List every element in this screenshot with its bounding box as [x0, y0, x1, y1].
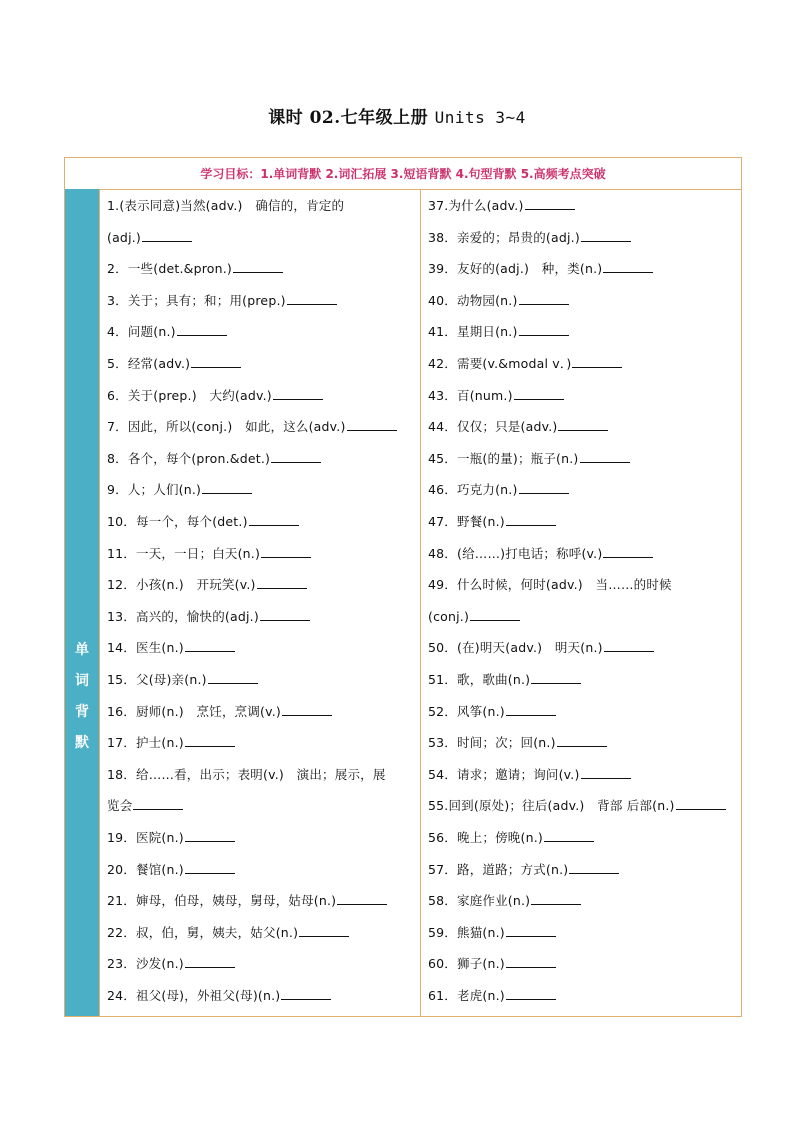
vocab-prompt: 9．人；人们(n.) [107, 482, 202, 498]
vocab-prompt: 7．因此，所以(conj.) 如此，这么(adv.) [107, 419, 346, 435]
vocab-prompt: 49．什么时候，何时(adv.) 当……的时候 [428, 577, 672, 593]
vocab-prompt: 44．仅仅；只是(adv.) [428, 419, 558, 435]
vocab-item [107, 254, 412, 284]
vocab-prompt: 53．时间；次；回(n.) [428, 735, 556, 751]
answer-blank[interactable] [544, 830, 594, 842]
vocab-item [428, 697, 733, 727]
vocab-item [107, 665, 412, 695]
vocab-prompt: 4．问题(n.) [107, 324, 176, 340]
vocab-prompt: 15．父(母)亲(n.) [107, 672, 207, 687]
vocab-prompt: 61．老虎(n.) [428, 988, 505, 1003]
answer-blank[interactable] [558, 419, 608, 431]
answer-blank[interactable] [299, 925, 349, 937]
vocab-prompt: 24．祖父(母)，外祖父(母)(n.) [107, 988, 281, 1003]
answer-blank[interactable] [260, 609, 310, 621]
answer-blank[interactable] [581, 230, 631, 242]
vocab-prompt: 13．高兴的，愉快的(adj.) [107, 608, 259, 624]
answer-blank[interactable] [208, 672, 258, 684]
vocab-prompt: 22．叔，伯，舅，姨夫，姑父(n.) [107, 924, 299, 940]
vocab-item [428, 981, 733, 1011]
answer-blank[interactable] [271, 451, 321, 463]
vocab-prompt: 60．狮子(n.) [428, 956, 505, 972]
vocab-item [107, 855, 412, 885]
vocab-item [428, 349, 733, 379]
vocab-item [428, 223, 733, 253]
vocab-prompt: 48．(给……)打电话；称呼(v.) [428, 545, 603, 561]
vocab-item [107, 633, 412, 663]
answer-blank[interactable] [525, 198, 575, 210]
vocab-item [428, 570, 733, 600]
vocab-prompt: 16．厨师(n.) 烹饪，烹调(v.) [107, 703, 282, 719]
left-column [100, 189, 421, 1016]
answer-blank[interactable] [185, 956, 235, 968]
vocab-prompt: 40．动物园(n.) [428, 292, 518, 308]
answer-blank[interactable] [142, 230, 192, 242]
answer-blank[interactable] [519, 293, 569, 305]
answer-blank[interactable] [133, 798, 183, 810]
vocab-prompt: 57．路，道路；方式(n.) [428, 861, 569, 877]
vocab-prompt: 览会 [107, 798, 133, 814]
answer-blank[interactable] [470, 609, 520, 621]
side-char: 单 [75, 642, 89, 658]
page-title [0, 103, 794, 128]
answer-blank[interactable] [603, 261, 653, 273]
side-label [65, 635, 99, 759]
answer-blank[interactable] [185, 735, 235, 747]
vocab-prompt: 10．每一个，每个(det.) [107, 514, 248, 529]
answer-blank[interactable] [185, 862, 235, 874]
title-cn: 课时 02.七年级上册 [268, 108, 429, 128]
vocab-item [107, 981, 412, 1011]
vocab-item [107, 507, 412, 537]
vocab-item [428, 539, 733, 569]
answer-blank[interactable] [557, 735, 607, 747]
vocab-item [107, 886, 412, 916]
vocab-prompt: 51．歌，歌曲(n.) [428, 672, 531, 687]
vocab-item [107, 728, 412, 758]
answer-blank[interactable] [506, 925, 556, 937]
vocab-item [428, 412, 733, 442]
answer-blank[interactable] [603, 546, 653, 558]
answer-blank[interactable] [580, 451, 630, 463]
answer-blank[interactable] [572, 356, 622, 368]
vocab-item [107, 791, 412, 821]
vocab-item [107, 191, 412, 221]
answer-blank[interactable] [347, 419, 397, 431]
answer-blank[interactable] [287, 293, 337, 305]
vocab-item [428, 317, 733, 347]
side-char: 背 [75, 704, 89, 720]
vocab-prompt: 59．熊猫(n.) [428, 924, 505, 940]
answer-blank[interactable] [519, 482, 569, 494]
vocab-item [428, 728, 733, 758]
vocab-item [107, 317, 412, 347]
vocab-prompt: 58．家庭作业(n.) [428, 893, 531, 909]
vocab-prompt: 1.(表示同意)当然(adv.) 确信的，肯定的 [107, 198, 345, 213]
vocab-prompt: 20．餐馆(n.) [107, 861, 184, 877]
vocab-prompt: 55.回到(原处)；往后(adv.) 背部 后部(n.) [428, 798, 675, 814]
answer-blank[interactable] [514, 388, 564, 400]
vocab-prompt: 12．小孩(n.) 开玩笑(v.) [107, 577, 256, 593]
right-column [421, 189, 741, 1016]
vocab-item [107, 602, 412, 632]
vocab-prompt: 56．晚上；傍晚(n.) [428, 830, 543, 845]
vocab-prompt: 46．巧克力(n.) [428, 482, 518, 498]
answer-blank[interactable] [604, 640, 654, 652]
vocab-prompt: 3．关于；具有；和；用(prep.) [107, 292, 286, 308]
vocab-item [107, 570, 412, 600]
section-side-label [65, 189, 100, 1016]
vocab-item [428, 191, 733, 221]
vocab-prompt: (conj.) [428, 608, 470, 624]
vocab-item [428, 855, 733, 885]
title-en: Units 3~4 [434, 108, 526, 127]
vocab-item [428, 665, 733, 695]
vocab-item [428, 286, 733, 316]
vocab-item [428, 823, 733, 853]
vocab-prompt: 18．给……看，出示；表明(v.) 演出；展示，展 [107, 766, 386, 782]
vocab-item [107, 286, 412, 316]
answer-blank[interactable] [191, 356, 241, 368]
vocab-item [107, 381, 412, 411]
vocab-prompt: 41．星期日(n.) [428, 324, 518, 340]
vocab-item [107, 475, 412, 505]
vocab-item [107, 412, 412, 442]
vocab-item [107, 223, 412, 253]
vocab-item [428, 918, 733, 948]
vocab-prompt: 37.为什么(adv.) [428, 198, 524, 213]
vocab-item [428, 254, 733, 284]
vocab-prompt: 11．一天，一日；白天(n.) [107, 545, 261, 561]
vocab-prompt: 14．医生(n.) [107, 640, 184, 656]
vocab-prompt: 39．友好的(adj.) 种，类(n.) [428, 261, 603, 277]
answer-blank[interactable] [519, 324, 569, 336]
answer-blank[interactable] [337, 893, 387, 905]
vocab-item [428, 444, 733, 474]
vocab-item [107, 349, 412, 379]
vocab-item [428, 507, 733, 537]
vocab-item [428, 602, 733, 632]
vocab-item [428, 886, 733, 916]
vocab-prompt: 42．需要(v.&modal v．) [428, 356, 572, 371]
answer-blank[interactable] [185, 830, 235, 842]
answer-blank[interactable] [506, 956, 556, 968]
vocab-item [107, 760, 412, 790]
answer-blank[interactable] [273, 388, 323, 400]
answer-blank[interactable] [281, 988, 331, 1000]
vocab-item [107, 697, 412, 727]
answer-blank[interactable] [506, 988, 556, 1000]
vocab-prompt: 8．各个，每个(pron.&det.) [107, 450, 271, 466]
answer-blank[interactable] [249, 514, 299, 526]
answer-blank[interactable] [581, 767, 631, 779]
answer-blank[interactable] [257, 577, 307, 589]
vocab-item [428, 475, 733, 505]
vocab-prompt: 47．野餐(n.) [428, 514, 505, 529]
vocab-prompt: 6．关于(prep.) 大约(adv.) [107, 387, 272, 403]
vocab-prompt: (adj.) [107, 229, 141, 245]
worksheet-table [64, 157, 742, 1017]
vocab-item [428, 633, 733, 663]
answer-blank[interactable] [531, 893, 581, 905]
answer-blank[interactable] [531, 672, 581, 684]
answer-blank[interactable] [185, 640, 235, 652]
answer-blank[interactable] [177, 324, 227, 336]
vocab-prompt: 17．护士(n.) [107, 735, 184, 751]
answer-blank[interactable] [202, 482, 252, 494]
answer-blank[interactable] [676, 798, 726, 810]
side-char: 默 [75, 735, 89, 751]
vocab-item [107, 823, 412, 853]
vocab-prompt: 2．一些(det.&pron.) [107, 261, 232, 277]
vocab-item [107, 444, 412, 474]
answer-blank[interactable] [233, 261, 283, 273]
learning-goals: 学习目标：1.单词背默 2.词汇拓展 3.短语背默 4.句型背默 5.高频考点突破 [65, 158, 741, 190]
side-char: 词 [75, 673, 89, 689]
answer-blank[interactable] [506, 514, 556, 526]
vocab-prompt: 52．风筝(n.) [428, 703, 505, 719]
vocab-prompt: 23．沙发(n.) [107, 956, 184, 972]
vocab-prompt: 5．经常(adv.) [107, 356, 191, 371]
vocab-prompt: 50．(在)明天(adv.) 明天(n.) [428, 640, 603, 656]
vocab-item [428, 760, 733, 790]
answer-blank[interactable] [506, 704, 556, 716]
vocab-item [107, 539, 412, 569]
answer-blank[interactable] [569, 862, 619, 874]
vocab-item [428, 381, 733, 411]
vocab-prompt: 43．百(num.) [428, 387, 513, 403]
vocab-prompt: 45．一瓶(的量)；瓶子(n.) [428, 450, 579, 466]
vocab-item [107, 949, 412, 979]
vocab-prompt: 19．医院(n.) [107, 830, 184, 845]
vocab-item [428, 791, 733, 821]
vocab-prompt: 54．请求；邀请；询问(v.) [428, 766, 580, 782]
vocab-prompt: 38．亲爱的；昂贵的(adj.) [428, 229, 580, 245]
answer-blank[interactable] [282, 704, 332, 716]
vocab-prompt: 21．婶母，伯母，姨母，舅母，姑母(n.) [107, 893, 337, 909]
vocab-item [428, 949, 733, 979]
answer-blank[interactable] [261, 546, 311, 558]
vocab-item [107, 918, 412, 948]
